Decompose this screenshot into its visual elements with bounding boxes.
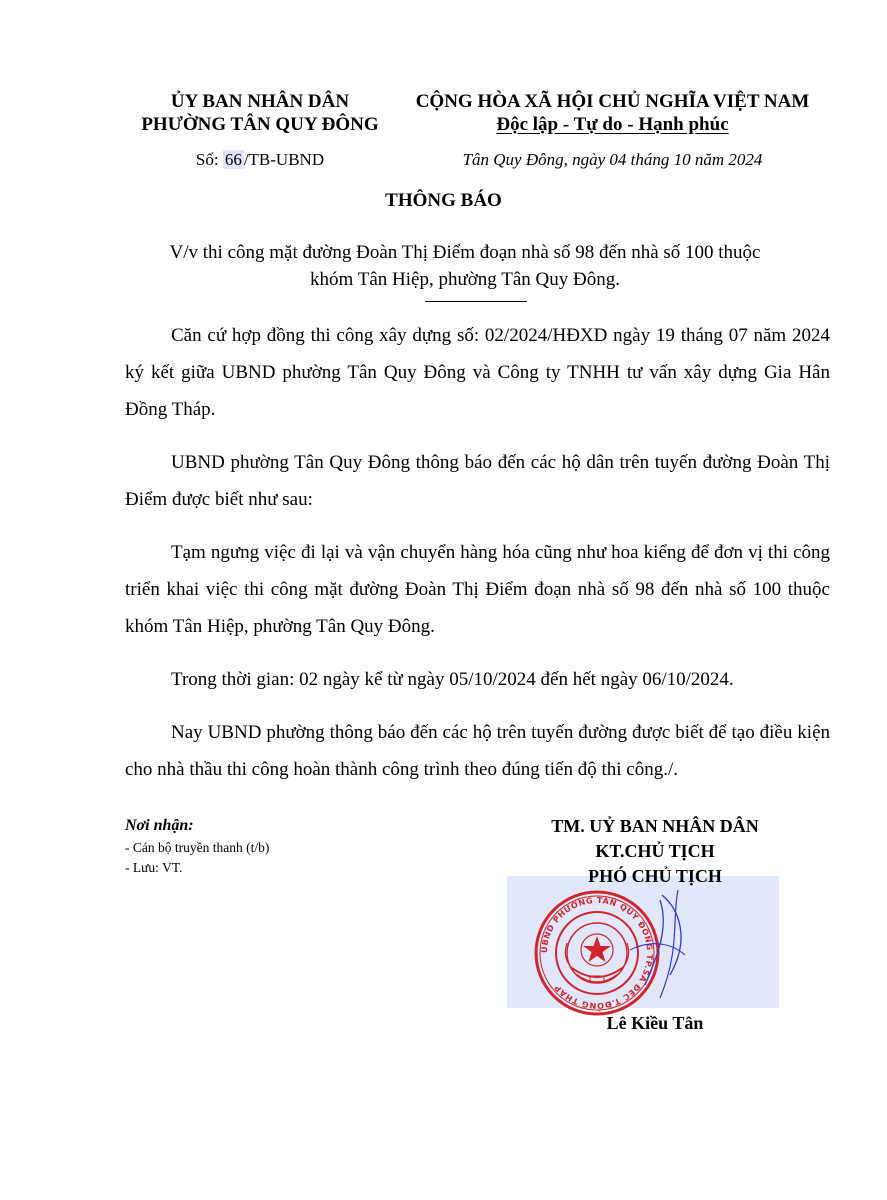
org-line-1: ỦY BAN NHÂN DÂN — [170, 91, 350, 112]
signature-title-2: KT.CHỦ TỊCH — [595, 841, 715, 861]
issuing-organization — [120, 90, 400, 136]
date-line: Tân Quy Đông, ngày 04 tháng 10 năm 2024 — [462, 150, 763, 169]
document-body — [125, 317, 830, 804]
document-subject — [100, 239, 830, 293]
signature-title-3: PHÓ CHỦ TỊCH — [588, 866, 722, 886]
nation-line-1: CỘNG HÒA XÃ HỘI CHỦ NGHĨA VIỆT NAM — [415, 91, 810, 112]
recipient-item: - Lưu: VT. — [125, 860, 183, 875]
signer-name: Lê Kiều Tân — [606, 1013, 704, 1033]
body-paragraph-5: Nay UBND phường thông báo đến các hộ trên tuyến đường được biết để tạo điều kiện cho nhà thầu thi công hoàn thành công trình theo đúng tiến độ thi công./. — [125, 722, 830, 780]
body-paragraph-1: Căn cứ hợp đồng thi công xây dựng số: 02/2024/HĐXD ngày 19 tháng 07 năm 2024 ký kết giữa UBND phường Tân Quy Đông và Công ty TNHH tư vấn xây dựng Gia Hân Đồng Tháp. — [125, 325, 830, 420]
national-header — [395, 90, 830, 136]
subject-line-2: khóm Tân Hiệp, phường Tân Quy Đông. — [310, 269, 620, 290]
body-paragraph-3: Tạm ngưng việc đi lại và vận chuyển hàng hóa cũng như hoa kiểng để đơn vị thi công triển khai việc thi công mặt đường Đoàn Thị Điểm đoạn nhà số 98 đến nhà số 100 thuộc khóm Tân Hiệp, phường Tân Quy Đông. — [125, 542, 830, 637]
docno-suffix: /TB-UBND — [243, 150, 325, 169]
handwritten-signature-icon — [600, 880, 710, 1010]
title-divider — [425, 301, 527, 302]
recipient-item: - Cán bộ truyền thanh (t/b) — [125, 840, 270, 855]
subject-line-1: V/v thi công mặt đường Đoàn Thị Điểm đoạn nhà số 98 đến nhà số 100 thuộc — [169, 242, 761, 263]
docno-number: 66 — [224, 150, 242, 169]
seal-text: UBND PHƯỜNG TÂN QUY ĐÔNG TP.SA ĐÉC T.ĐỒNG THÁP — [539, 895, 655, 1011]
signature-title-1: TM. UỶ BAN NHÂN DÂN — [551, 816, 759, 836]
recipients-title: Nơi nhận: — [125, 817, 194, 834]
national-motto: Độc lập - Tự do - Hạnh phúc — [496, 114, 729, 135]
document-number — [120, 150, 400, 170]
docno-prefix: Số: — [195, 150, 219, 169]
document-title: THÔNG BÁO — [385, 190, 502, 211]
body-paragraph-2: UBND phường Tân Quy Đông thông báo đến các hộ dân trên tuyến đường Đoàn Thị Điểm được biết như sau: — [125, 452, 830, 510]
org-line-2: PHƯỜNG TÂN QUY ĐÔNG — [141, 114, 379, 135]
body-paragraph-4: Trong thời gian: 02 ngày kể từ ngày 05/10/2024 đến hết ngày 06/10/2024. — [171, 669, 734, 690]
